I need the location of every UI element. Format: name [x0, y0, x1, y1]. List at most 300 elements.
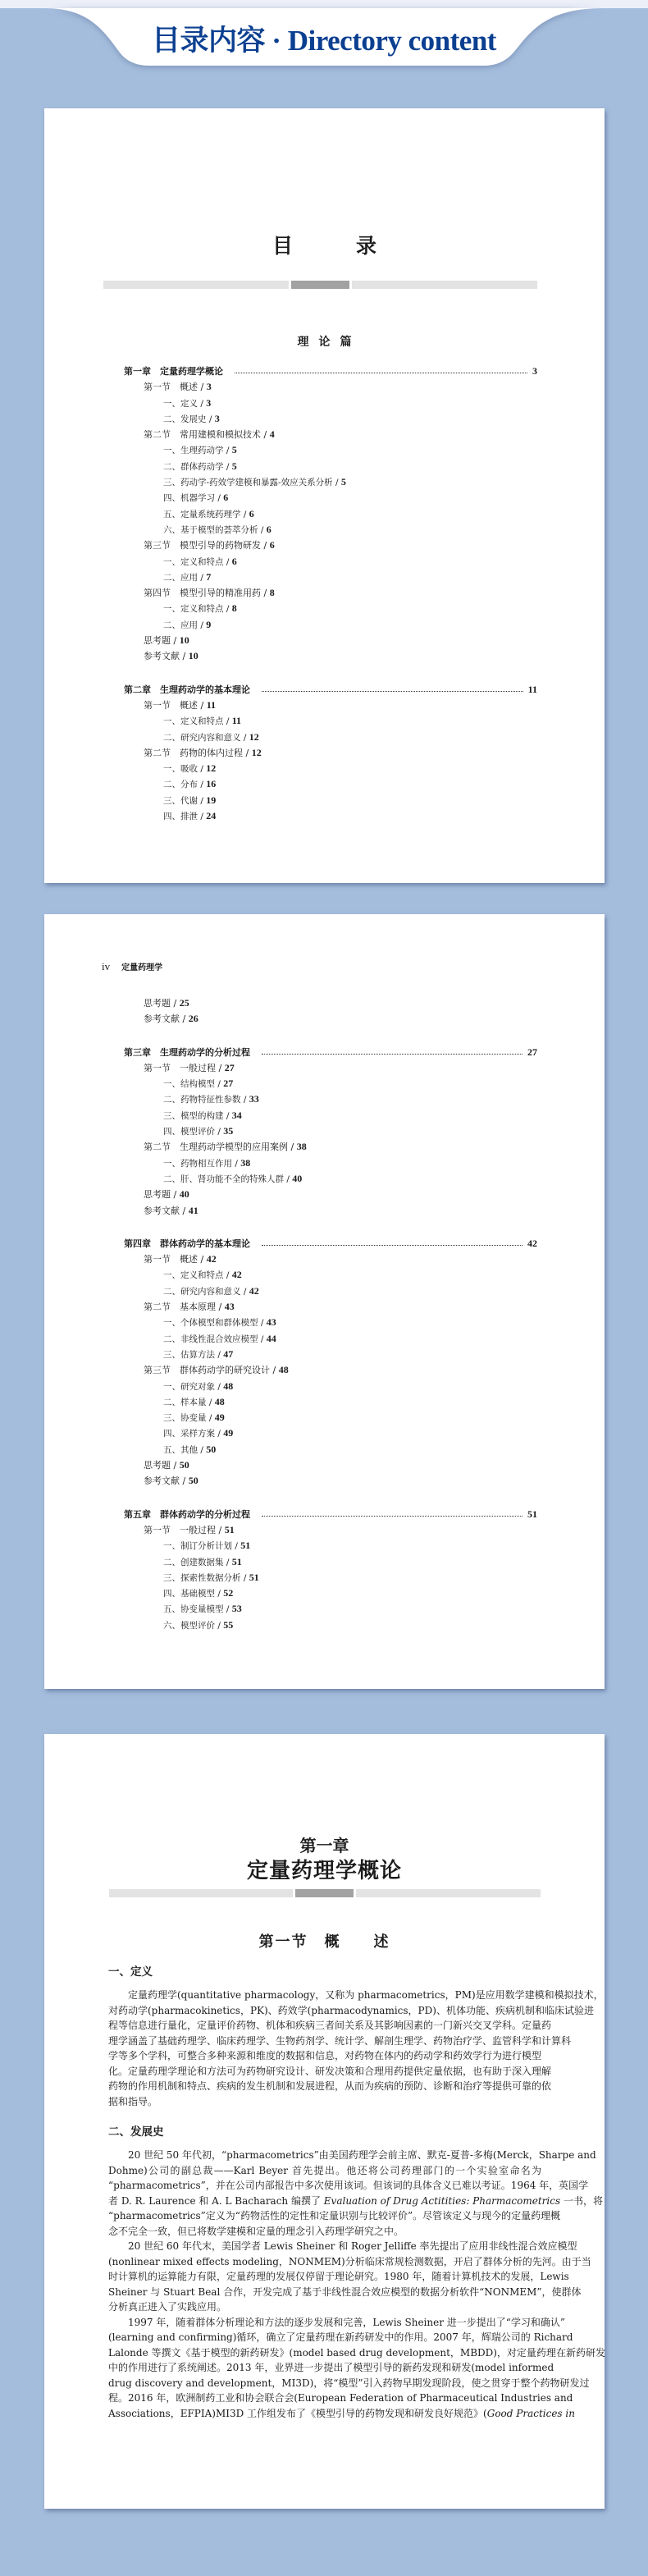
text-line	[108, 2254, 591, 2270]
text-line	[108, 2178, 589, 2194]
toc-entry-section[interactable]	[44, 698, 605, 713]
toc-entry-section[interactable]	[44, 1299, 605, 1315]
text-line	[108, 2269, 569, 2285]
toc-separator: /	[198, 620, 207, 630]
toc-entry-label: 第一节 一般过程	[144, 1524, 216, 1535]
toc-entry-label: 第二节 生理药动学模型的应用案例	[144, 1142, 288, 1153]
toc-entry-section[interactable]	[44, 1139, 605, 1155]
banner-title: 目录内容 · Directory content	[152, 25, 496, 57]
toc-entry-misc[interactable]	[44, 1457, 605, 1473]
toc-entry-item[interactable]	[44, 1171, 605, 1187]
toc-page-number: 4	[269, 428, 275, 441]
toc-page-number: 35	[223, 1125, 234, 1137]
toc-entry-label: 二、研究内容和意义	[163, 732, 241, 743]
toc-page-number: 6	[249, 507, 254, 519]
text-line	[108, 2345, 605, 2361]
text-line	[108, 2018, 552, 2034]
toc-page-number: 19	[206, 794, 217, 806]
toc-entry-label: 第一节 概述	[144, 1254, 198, 1265]
toc-page-number: 50	[179, 1459, 189, 1471]
toc-entry-item[interactable]	[44, 459, 605, 474]
toc-separator: /	[258, 1334, 267, 1344]
text-run: 20 世纪 50 年代初，“pharmacometrics”由美国药理学会前主席、默克-夏普-多梅(Merck，Sharpe and	[128, 2149, 596, 2161]
toc-page-number: 48	[214, 1395, 225, 1407]
toc-page-number: 41	[188, 1204, 199, 1216]
toc-separator: /	[198, 764, 207, 775]
toc-entry-misc[interactable]	[44, 1011, 605, 1027]
toc-entry-section[interactable]	[44, 379, 605, 395]
toc-page-number: 49	[214, 1412, 225, 1424]
toc-separator: /	[215, 1381, 224, 1392]
toc-entry-label: 一、个体模型和群体模型	[163, 1318, 258, 1329]
toc-separator: /	[180, 1476, 189, 1487]
toc-page-number: 3	[214, 412, 220, 424]
running-header	[102, 960, 162, 973]
toc-separator: /	[198, 398, 207, 409]
toc-page-number: 11	[206, 698, 217, 711]
toc-entry-item[interactable]	[44, 1123, 605, 1139]
text-run: 药物的作用机制和特点、疾病的发生机制和发展进程，从而为疾病的预防、诊断和治疗等提供可靠的依	[108, 2080, 552, 2092]
toc-separator: /	[198, 795, 207, 806]
toc-entry-item[interactable]	[44, 396, 605, 411]
toc-entry-label: 二、肝、肾功能不全的特殊人群	[163, 1174, 284, 1184]
section-title: 第一节 概 述	[258, 1933, 390, 1951]
toc-separator: /	[198, 382, 207, 393]
text-run: 对药动学(pharmacokinetics，PK)、药效学(pharmacodynamics，PD)、机体功能、疾病机制和临床试验进	[108, 2004, 594, 2016]
toc-entry-label: 五、协变量模型	[163, 1604, 224, 1615]
italic-title: Evaluation of Drug Actitities: Pharmacometrics	[323, 2194, 561, 2207]
toc-separator: /	[216, 1524, 225, 1535]
toc-separator: /	[171, 635, 180, 647]
page-number: iv	[102, 960, 111, 972]
toc-page-number: 38	[296, 1141, 307, 1153]
toc-entry-section[interactable]	[44, 745, 605, 761]
toc-separator: /	[171, 998, 180, 1009]
toc-entry-item[interactable]	[44, 411, 605, 427]
toc-entry-label: 二、应用	[163, 620, 198, 630]
toc-page-number: 42	[206, 1253, 217, 1265]
toc-entry-label: 思考题	[144, 635, 171, 647]
toc-entry-item[interactable]	[44, 1091, 605, 1107]
dot-leader	[262, 1507, 523, 1517]
toc-entry-label: 五、其他	[163, 1444, 198, 1455]
toc-entry-label: 一、定义和特点	[163, 716, 224, 727]
toc-separator: /	[215, 1620, 224, 1631]
text-line	[108, 2094, 541, 2110]
toc-entry-label: 第二章 生理药动学的基本理论	[124, 684, 250, 695]
text-line	[108, 2163, 541, 2179]
toc-entry-label: 四、排泄	[163, 812, 198, 822]
toc-separator: /	[240, 509, 249, 519]
toc-entry-chapter[interactable]	[44, 1507, 605, 1522]
toc-page-number: 33	[249, 1093, 259, 1105]
toc-entry-item[interactable]	[44, 713, 605, 729]
text-line	[108, 2315, 566, 2331]
toc-entry-label: 第二节 常用建模和模拟技术	[144, 429, 261, 441]
text-run: “pharmacometrics”定义为“药物活性的定性和定量识别与比较评价”。尽管该定义与现今的定量药理概	[108, 2210, 561, 2221]
toc-separator: /	[223, 1110, 232, 1121]
toc-entry-label: 二、非线性混合效应模型	[163, 1334, 258, 1344]
toc-entry-section[interactable]	[44, 538, 605, 553]
text-run: Sheiner 与 Stuart Beal 合作，开发完成了基于非线性混合效应模型的数据分析软件“NONMEM”，使群体	[108, 2285, 582, 2298]
toc-entry-item[interactable]	[44, 1331, 605, 1347]
toc-entry-label: 一、研究对象	[163, 1381, 215, 1392]
paragraph	[108, 2315, 605, 2422]
toc-entry-item[interactable]	[44, 730, 605, 745]
toc-entry-chapter[interactable]	[44, 1236, 605, 1251]
toc-entry-item[interactable]	[44, 1076, 605, 1091]
toc-entry-label: 二、样本量	[163, 1397, 207, 1407]
toc-page-number: 52	[223, 1587, 234, 1599]
toc-separator: /	[223, 556, 232, 567]
toc-separator: /	[270, 1365, 279, 1376]
toc-page-number: 51	[527, 1508, 537, 1520]
toc-entry-item[interactable]	[44, 506, 605, 522]
text-line	[108, 2239, 577, 2254]
toc-separator: /	[215, 1589, 224, 1599]
toc-entry-item[interactable]	[44, 1617, 605, 1633]
toc-page-number: 48	[223, 1380, 234, 1392]
toc-separator: /	[180, 651, 189, 662]
toc-separator: /	[206, 414, 215, 424]
toc-page-number: 55	[223, 1618, 234, 1631]
toc-entry-label: 一、生理药动学	[163, 446, 224, 456]
toc-page-number: 40	[292, 1172, 303, 1184]
toc-entry-label: 六、模型评价	[163, 1620, 215, 1631]
text-line	[108, 2376, 590, 2391]
toc-entry-item[interactable]	[44, 442, 605, 458]
toc-entry-label: 三、协变量	[163, 1413, 207, 1424]
toc-separator: /	[240, 1286, 249, 1297]
toc-entry-label: 思考题	[144, 1460, 171, 1471]
toc-title: 目 录	[272, 234, 398, 258]
toc-entry-label: 二、发展史	[163, 414, 207, 424]
text-line	[108, 2208, 561, 2224]
toc-entry-label: 二、药物特征性参数	[163, 1095, 241, 1105]
text-line	[108, 2194, 603, 2209]
text-line	[108, 2048, 541, 2064]
toc-entry-item[interactable]	[44, 761, 605, 776]
toc-entry-label: 参考文献	[144, 1476, 180, 1487]
toc-page-number: 47	[223, 1347, 234, 1360]
toc-separator: /	[215, 1079, 224, 1090]
toc-page-number: 26	[188, 1013, 199, 1025]
toc-separator: /	[232, 1158, 241, 1169]
toc-entry-label: 一、制订分析计划	[163, 1541, 232, 1552]
toc-entry-chapter[interactable]	[44, 1045, 605, 1060]
toc-separator: /	[232, 1541, 241, 1552]
toc-separator: /	[215, 1127, 224, 1137]
toc-page-number: 42	[249, 1284, 259, 1297]
text-run: 程。2016 年，欧洲制药工业和协会联合会(European Federation of Pharmaceutical Industries and	[108, 2392, 573, 2404]
text-line	[108, 2285, 582, 2300]
text-run: (learning and confirming)循环，确立了定量药理在新药研发中的作用。2007 年，辉瑞公司的 Richard	[108, 2331, 573, 2343]
dot-leader	[262, 1236, 523, 1246]
toc-entry-label: 二、创建数据集	[163, 1557, 224, 1567]
text-line	[108, 2034, 572, 2049]
toc-separator: /	[240, 732, 249, 743]
text-line	[108, 1988, 604, 2003]
text-line	[108, 2079, 552, 2094]
toc-separator: /	[198, 812, 207, 822]
toc-page-number: 12	[206, 762, 217, 775]
toc-separator: /	[206, 1397, 215, 1407]
text-run: 一书，将	[560, 2194, 603, 2207]
toc-entry-item[interactable]	[44, 1108, 605, 1123]
toc-entry-item[interactable]	[44, 1315, 605, 1330]
toc-entry-chapter[interactable]	[44, 364, 605, 379]
text-line	[108, 2391, 573, 2406]
toc-entry-chapter[interactable]	[44, 682, 605, 698]
toc-separator: /	[284, 1174, 293, 1184]
toc-page-number: 50	[188, 1475, 199, 1487]
text-run: “pharmacometrics”，并在公司内部报告中多次使用该词。但该词的具体含义已难以考证。1964 年，英国学	[108, 2180, 589, 2191]
text-run: 者 D. R. Laurence 和 A. L Bacharach 编撰了	[108, 2194, 324, 2207]
toc-page-number: 12	[251, 746, 262, 758]
toc-entry-label: 三、探索性数据分析	[163, 1572, 241, 1583]
toc-entry-item[interactable]	[44, 570, 605, 585]
toc-entry-item[interactable]	[44, 1394, 605, 1410]
toc-page-number: 6	[269, 539, 275, 551]
toc-entry-item[interactable]	[44, 1347, 605, 1362]
toc-entry-label: 二、群体药动学	[163, 461, 224, 472]
chapter-divider	[109, 1889, 541, 1897]
toc-entry-label: 二、研究内容和意义	[163, 1286, 241, 1297]
toc-entry-label: 第四节 模型引导的精准用药	[144, 588, 261, 599]
toc-page-number: 12	[249, 730, 259, 743]
paragraph	[108, 2148, 603, 2239]
toc-page-number: 42	[527, 1237, 537, 1249]
toc-entry-item[interactable]	[44, 601, 605, 616]
toc-entry-item[interactable]	[44, 1570, 605, 1585]
text-run: Associations，EFPIA)MI3D 工作组发布了《模型引导的药物发现和研发良好规范》(	[108, 2407, 487, 2419]
toc-entry-label: 第三节 群体药动学的研究设计	[144, 1365, 270, 1376]
toc-entry-item[interactable]	[44, 554, 605, 570]
toc-entry-item[interactable]	[44, 1554, 605, 1570]
paragraph	[108, 2239, 591, 2315]
toc-separator: /	[258, 524, 267, 535]
toc-page-number: 16	[206, 778, 217, 790]
text-run: 据和指导。	[108, 2095, 158, 2107]
toc-entry-item[interactable]	[44, 490, 605, 506]
toc-separator: /	[171, 1460, 180, 1471]
italic-title: Good Practices in	[486, 2407, 575, 2419]
toc-entry-item[interactable]	[44, 808, 605, 824]
toc-entry-item[interactable]	[44, 474, 605, 490]
title-divider	[103, 281, 537, 289]
toc-entry-label: 五、定量系统药理学	[163, 509, 241, 519]
toc-page-number: 40	[179, 1188, 189, 1201]
toc-entry-label: 二、应用	[163, 572, 198, 583]
toc-page-number: 6	[266, 523, 272, 535]
toc-page-2	[44, 914, 605, 1689]
toc-entry-label: 三、代谢	[163, 795, 198, 806]
toc-entry-label: 二、分布	[163, 780, 198, 790]
toc-entry-label: 一、定义和特点	[163, 604, 224, 615]
toc-separator: /	[332, 478, 341, 488]
toc-page-number: 43	[266, 1316, 276, 1329]
toc-page-number: 44	[266, 1332, 276, 1344]
toc-entry-item[interactable]	[44, 793, 605, 808]
toc-entry-label: 第一节 一般过程	[144, 1062, 216, 1073]
toc-page-number: 5	[231, 460, 237, 472]
subsection-heading: 一、定义	[108, 1965, 153, 1979]
toc-entry-item[interactable]	[44, 1155, 605, 1171]
toc-entry-label: 四、采样方案	[163, 1429, 215, 1439]
toc-entry-label: 四、基础模型	[163, 1589, 215, 1599]
toc-entry-label: 六、基于模型的荟萃分析	[163, 524, 258, 535]
toc-separator: /	[198, 572, 207, 583]
toc-separator: /	[198, 780, 207, 790]
toc-entry-label: 第一节 概述	[144, 699, 198, 711]
toc-page-number: 11	[231, 715, 242, 727]
toc-entry-item[interactable]	[44, 522, 605, 538]
toc-entry-item[interactable]	[44, 1283, 605, 1299]
toc-entry-label: 三、药动学-药效学建模和暴露-效应关系分析	[163, 478, 333, 488]
toc-page-number: 6	[231, 555, 237, 567]
toc-separator: /	[215, 1429, 224, 1439]
text-line	[108, 2148, 596, 2163]
text-run: 20 世纪 60 年代末，美国学者 Lewis Sheiner 和 Roger Jelliffe 率先提出了应用非线性混合效应模型	[128, 2240, 577, 2252]
toc-entry-item[interactable]	[44, 1267, 605, 1283]
toc-entry-label: 三、模型的构建	[163, 1110, 224, 1121]
toc-entry-label: 参考文献	[144, 651, 180, 662]
text-line	[108, 2406, 575, 2422]
text-run: 分析真正进入了实践应用。	[108, 2301, 227, 2313]
toc-entry-section[interactable]	[44, 585, 605, 601]
toc-entry-section[interactable]	[44, 1251, 605, 1267]
toc-list	[44, 995, 605, 1633]
toc-entry-label: 三、估算方法	[163, 1349, 215, 1360]
toc-entry-item[interactable]	[44, 617, 605, 633]
chapter-body	[108, 1964, 605, 2421]
toc-separator: /	[198, 1444, 207, 1455]
toc-entry-label: 第三节 模型引导的药物研发	[144, 540, 261, 551]
toc-separator: /	[216, 1062, 225, 1073]
toc-page-number: 9	[206, 618, 212, 630]
toc-page-number: 8	[231, 602, 237, 615]
toc-separator: /	[240, 1095, 249, 1105]
toc-entry-item[interactable]	[44, 1538, 605, 1553]
toc-page-number: 3	[532, 365, 537, 377]
text-line	[108, 2360, 554, 2376]
toc-entry-section[interactable]	[44, 1362, 605, 1378]
part-title: 理论篇	[297, 336, 362, 349]
toc-entry-misc[interactable]	[44, 633, 605, 648]
toc-separator: /	[243, 747, 252, 758]
toc-separator: /	[216, 1302, 225, 1313]
text-line	[108, 2299, 541, 2315]
toc-entry-item[interactable]	[44, 1379, 605, 1394]
running-title: 定量药理学	[121, 963, 163, 972]
toc-page-number: 51	[231, 1555, 242, 1567]
toc-page-number: 42	[231, 1269, 242, 1281]
toc-entry-item[interactable]	[44, 1585, 605, 1601]
toc-page-number: 51	[249, 1571, 259, 1583]
toc-entry-section[interactable]	[44, 1522, 605, 1538]
toc-entry-label: 四、机器学习	[163, 493, 215, 504]
toc-entry-item[interactable]	[44, 1410, 605, 1425]
text-run: 中的作用进行了系统阐述。2013 年，业界进一步提出了模型引导的新药发现和研发(model informed	[108, 2362, 554, 2373]
toc-entry-label: 第二节 药物的体内过程	[144, 747, 243, 758]
toc-entry-label: 四、模型评价	[163, 1127, 215, 1137]
text-line	[108, 2003, 594, 2019]
toc-separator: /	[261, 588, 270, 599]
dot-leader	[235, 364, 527, 373]
toc-separator: /	[223, 461, 232, 472]
toc-separator: /	[240, 1572, 249, 1583]
toc-page-number: 25	[179, 997, 189, 1009]
toc-entry-item[interactable]	[44, 1601, 605, 1617]
toc-entry-label: 一、结构模型	[163, 1079, 215, 1090]
toc-separator: /	[206, 1413, 215, 1424]
toc-entry-item[interactable]	[44, 1442, 605, 1457]
toc-entry-label: 一、定义和特点	[163, 1270, 224, 1281]
text-run: 念不完全一致，但已将数学建模和定量的理念引入药理学研究之中。	[108, 2225, 404, 2237]
toc-page-number: 48	[278, 1364, 289, 1376]
toc-page-number: 43	[224, 1301, 235, 1313]
toc-separator: /	[223, 446, 232, 456]
toc-entry-item[interactable]	[44, 776, 605, 792]
toc-separator: /	[171, 1189, 180, 1201]
text-line	[108, 2224, 541, 2240]
toc-entry-label: 第三章 生理药动学的分析过程	[124, 1046, 250, 1058]
toc-entry-misc[interactable]	[44, 1187, 605, 1202]
toc-separator: /	[180, 1205, 189, 1216]
toc-page-number: 8	[269, 587, 275, 599]
text-run: Lalonde 等撰文《基于模型的新药研发》(model based drug development，MBDD)，对定量药理在新药研发	[108, 2346, 605, 2359]
toc-page-number: 27	[527, 1045, 537, 1058]
toc-entry-section[interactable]	[44, 427, 605, 442]
paragraph	[108, 1988, 604, 2109]
toc-list	[44, 364, 605, 824]
toc-separator: /	[261, 429, 270, 441]
toc-entry-label: 一、吸收	[163, 764, 198, 775]
toc-entry-label: 一、药物相互作用	[163, 1158, 232, 1169]
chapter-title: 定量药理学概论	[246, 1859, 402, 1883]
text-run: (nonlinear mixed effects modeling，NONMEM)分析临床常规检测数据，开启了群体分析的先河。由于当	[108, 2255, 591, 2267]
text-run: 理学涵盖了基础药理学、临床药理学、生物药剂学、统计学、解剖生理学、药物治疗学、监管科学和计算科	[108, 2034, 572, 2047]
toc-entry-label: 第五章 群体药动学的分析过程	[124, 1508, 250, 1520]
toc-separator: /	[223, 1270, 232, 1281]
toc-entry-label: 一、定义	[163, 398, 198, 409]
toc-separator: /	[180, 1013, 189, 1025]
toc-entry-misc[interactable]	[44, 1473, 605, 1489]
toc-entry-misc[interactable]	[44, 1203, 605, 1219]
toc-entry-section[interactable]	[44, 1060, 605, 1076]
toc-entry-label: 思考题	[144, 1189, 171, 1201]
toc-entry-misc[interactable]	[44, 995, 605, 1011]
toc-page-number: 11	[527, 683, 537, 695]
toc-entry-label: 参考文献	[144, 1205, 180, 1216]
toc-entry-item[interactable]	[44, 1425, 605, 1441]
toc-page-1	[44, 108, 605, 883]
toc-page-number: 10	[188, 650, 199, 662]
toc-entry-misc[interactable]	[44, 648, 605, 664]
toc-separator: /	[261, 540, 270, 551]
toc-entry-label: 第一章 定量药理学概论	[124, 366, 223, 377]
subsection-heading: 二、发展史	[108, 2125, 164, 2139]
text-run: 程等信息进行量化，定量评价药物、机体和疾病三者间关系及其影响因素的一门新兴交叉学科。定量药	[108, 2020, 552, 2031]
toc-page-number: 6	[223, 492, 229, 504]
chapter-number: 第一章	[299, 1836, 349, 1855]
toc-page-number: 3	[206, 396, 212, 409]
text-run: Dohme)公司的副总裁——Karl Beyer 首先提出。他还将公司药理部门的一个实验室命名为	[108, 2164, 541, 2176]
toc-separator: /	[198, 699, 207, 711]
toc-page-number: 24	[206, 810, 217, 822]
toc-separator: /	[288, 1142, 297, 1153]
toc-entry-label: 一、定义和特点	[163, 556, 224, 567]
